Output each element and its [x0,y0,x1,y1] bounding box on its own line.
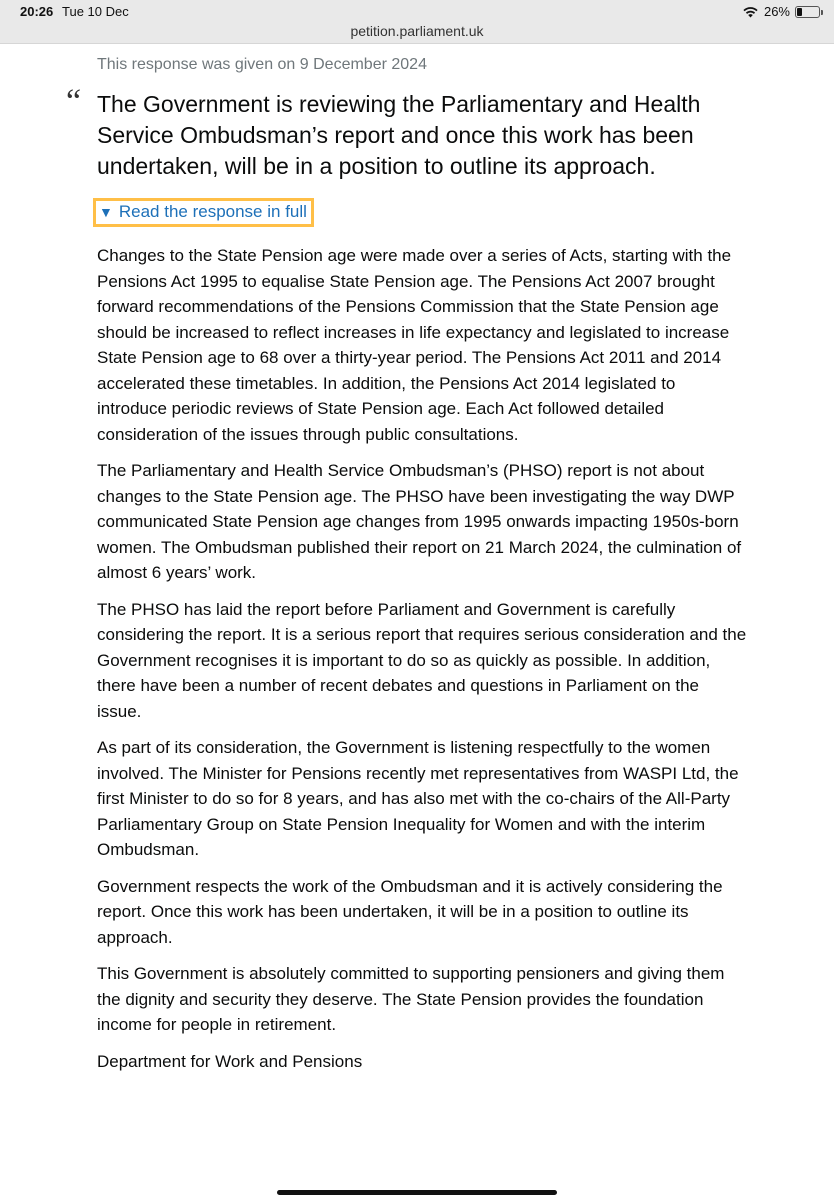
battery-percentage: 26% [763,4,790,19]
status-indicators [742,4,820,19]
home-indicator[interactable] [277,1190,557,1195]
petition-response [66,56,747,1085]
address-bar-url[interactable]: petition.parliament.uk [350,23,484,39]
response-paragraph: The PHSO has laid the report before Parliament and Government is carefully considering the report. It is a serious report that requires serious consideration and the Government recognises it is important to do so as quickly as possible. In addition, there have been a number of recent debates and questions in Parliament on the issue. [97,599,747,721]
quote-icon: “ [66,83,82,120]
response-summary [66,83,737,182]
read-full-response-toggle[interactable] [93,198,314,227]
response-date: This response was given on 9 December 2024 [97,56,427,73]
wifi-icon [742,5,759,18]
response-paragraph: As part of its consideration, the Government is listening respectfully to the women involved. The Minister for Pensions recently met representatives from WASPI Ltd, the first Minister to do so for 8 years, and has also met with the co-chairs of the All-Party Parliamentary Group on State Pension Inequality for Women and with the interim Ombudsman. [97,738,739,859]
triangle-down-icon: ▼ [99,204,113,220]
battery-level [797,8,802,16]
toggle-label: Read the response in full [118,202,307,221]
full-response-body [97,243,747,1074]
response-paragraph: This Government is absolutely committed to supporting pensioners and giving them the dignity and security they deserve. The State Pension provides the foundation income for people in retirement. [97,964,725,1034]
response-paragraph: The Parliamentary and Health Service Ombudsman’s (PHSO) report is not about changes to the State Pension age. The PHSO have been investigating the way DWP communicated State Pension age changes from 1995 onwards impacting 1950s-born women. The Ombudsman published their report on 21 March 2024, the culmination of almost 6 years’ work. [97,461,742,582]
response-paragraph: Changes to the State Pension age were made over a series of Acts, starting with the Pensions Act 1995 to equalise State Pension age. The Pensions Act 2007 brought forward recommendations of the Pensions Commission that the State Pension age should be increased to reflect increases in life expectancy and legislated to increase State Pension age to 68 over a thirty-year period. The Pensions Act 2011 and 2014 accelerated these timetables. In addition, the Pensions Act 2014 legislated to introduce periodic reviews of State Pension age. Each Act followed detailed consideration of the issues through public consultations. [97,246,732,444]
status-time: 20:26 [20,4,54,19]
department-signature: Department for Work and Pensions [97,1051,363,1071]
status-bar [0,0,834,44]
response-paragraph: Government respects the work of the Ombudsman and it is actively considering the report. Once this work has been undertaken, it will be in a position to outline its approach. [97,876,723,947]
status-date: Tue 10 Dec [62,4,129,19]
battery-icon [795,6,820,18]
summary-text: The Government is reviewing the Parliamentary and Health Service Ombudsman’s report and once this work has been undertaken, will be in a position to outline its approach. [97,91,701,179]
